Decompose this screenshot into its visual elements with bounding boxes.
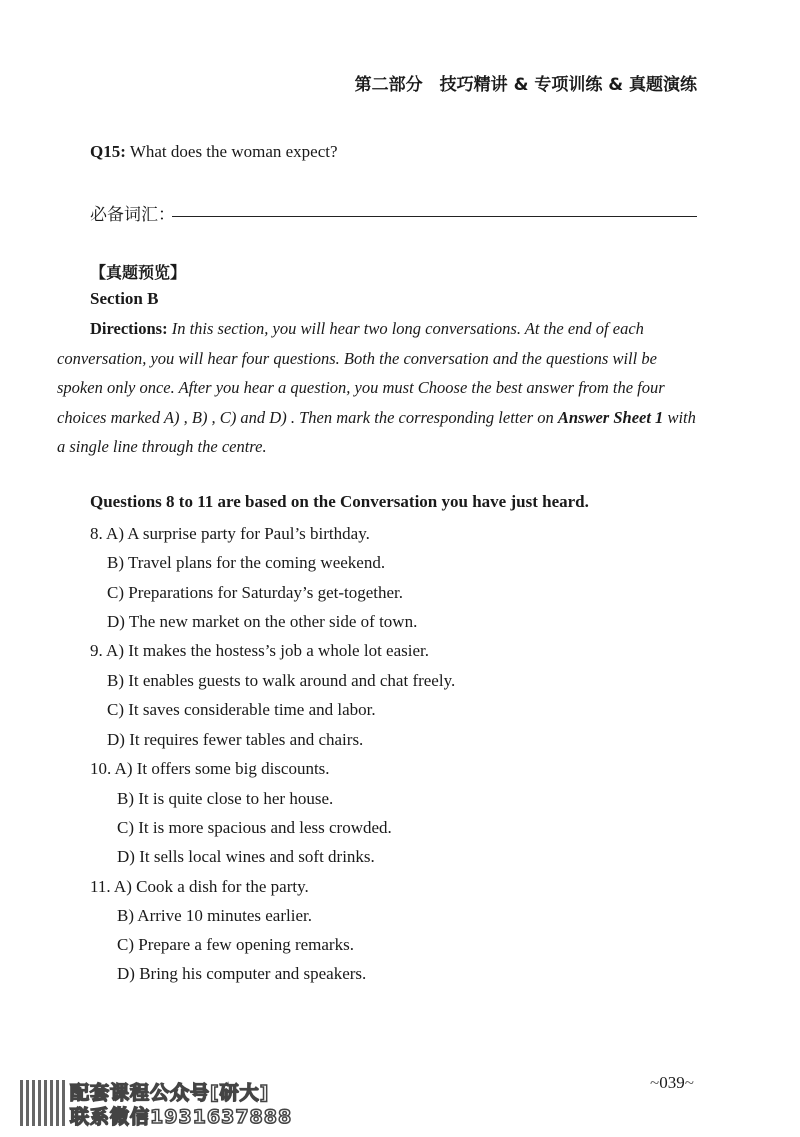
footer-watermark: [20, 1080, 310, 1130]
q15-label: Q15:: [90, 142, 126, 161]
question-9-option-b: B) It enables guests to walk around and chat freely.: [107, 671, 456, 690]
directions-text-end: with a single line through the centre.: [57, 407, 696, 456]
question-8-option-b: B) Travel plans for the coming weekend.: [107, 553, 386, 572]
watermark-line-1: 配套课程公众号[研大]: [70, 1082, 270, 1104]
question-9-option-c: C) It saves considerable time and labor.: [107, 700, 376, 719]
q15-text: What does the woman expect?: [125, 142, 338, 161]
question-8-option-c: C) Preparations for Saturday’s get-together.: [107, 583, 404, 602]
page-number-right-swash-icon: ~: [684, 1073, 694, 1092]
page-number-block: [650, 1073, 694, 1093]
page-number: 039: [659, 1073, 685, 1092]
q15-question: [90, 142, 338, 162]
section-title: Section B: [90, 289, 159, 308]
question-9: 9. A) It makes the hostess’s job a whole lot easier.: [90, 641, 429, 660]
question-10-option-d: D) It sells local wines and soft drinks.: [117, 847, 375, 866]
watermark-line-2: 联系微信1931637888: [70, 1106, 293, 1128]
directions-text: In this section, you will hear two long conversations. At the end of each conversation, you will hear four questions. Both the conversation and the questions will be spoken only once. After you hear a question, you must Choose the best answer from the four choices marked A) , B) , C) and D) . Then mark the corresponding letter on: [57, 319, 665, 427]
question-10-option-c: C) It is more spacious and less crowded.: [117, 818, 392, 837]
directions-paragraph: [57, 314, 702, 462]
question-8: 8. A) A surprise party for Paul’s birthday.: [90, 524, 370, 543]
question-10-option-b: B) It is quite close to her house.: [117, 789, 334, 808]
page-header: 第二部分 技巧精讲 & 专项训练 & 真题演练: [354, 75, 697, 95]
question-8-option-d: D) The new market on the other side of town.: [107, 612, 418, 631]
vocab-blank-line: [172, 216, 697, 217]
answer-sheet-label: Answer Sheet 1: [557, 407, 664, 427]
question-11-option-b: B) Arrive 10 minutes earlier.: [117, 906, 312, 925]
question-10: 10. A) It offers some big discounts.: [90, 759, 330, 778]
questions-heading: Questions 8 to 11 are based on the Conversation you have just heard.: [90, 492, 589, 511]
question-11: 11. A) Cook a dish for the party.: [90, 877, 309, 896]
question-11-option-d: D) Bring his computer and speakers.: [117, 964, 367, 983]
page-number-left-swash-icon: ~: [650, 1073, 660, 1092]
vocab-label: 必备词汇：: [90, 205, 175, 225]
question-9-option-d: D) It requires fewer tables and chairs.: [107, 730, 364, 749]
preview-heading: 【真题预览】: [90, 263, 187, 282]
qr-code-icon: [20, 1080, 66, 1126]
question-11-option-c: C) Prepare a few opening remarks.: [117, 935, 354, 954]
directions-label: Directions:: [90, 319, 168, 338]
